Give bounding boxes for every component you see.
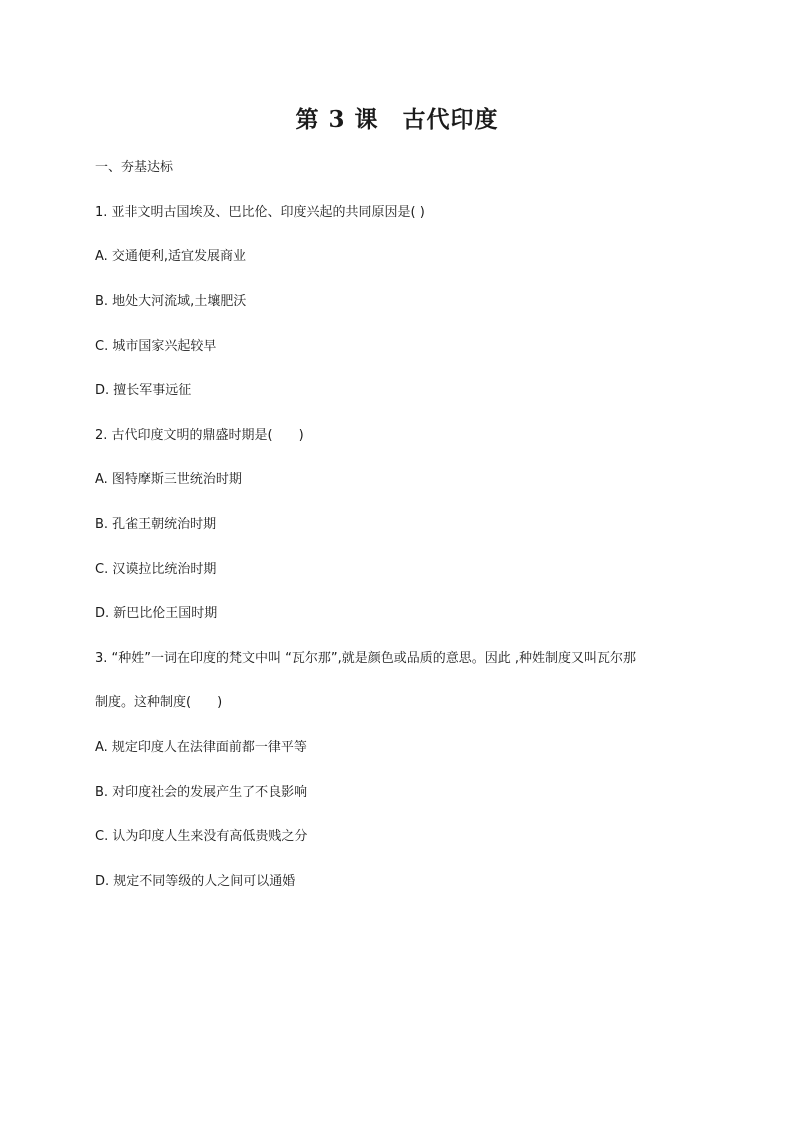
question-1-option-c: C. 城市国家兴起较早 <box>95 339 217 354</box>
question-1-stem: 1. 亚非文明古国埃及、巴比伦、印度兴起的共同原因是( ) <box>95 205 425 220</box>
question-3-option-a: A. 规定印度人在法律面前都一律平等 <box>95 740 307 755</box>
question-3-stem: 3. “种姓”一词在印度的梵文中叫 “瓦尔那”,就是颜色或品质的意思。因此 ,种姓制度又叫瓦尔那 <box>95 651 637 666</box>
question-3-option-b: B. 对印度社会的发展产生了不良影响 <box>95 785 308 800</box>
question-1-option-a: A. 交通便利,适宜发展商业 <box>95 249 247 264</box>
question-2-option-a: A. 图特摩斯三世统治时期 <box>95 472 242 487</box>
question-3-option-d: D. 规定不同等级的人之间可以通婚 <box>95 874 296 889</box>
section-heading: 一、夯基达标 <box>95 160 174 175</box>
question-2-option-c: C. 汉谟拉比统治时期 <box>95 562 217 577</box>
question-2-option-b: B. 孔雀王朝统治时期 <box>95 517 217 532</box>
question-3-option-c: C. 认为印度人生来没有高低贵贱之分 <box>95 829 308 844</box>
question-2-stem: 2. 古代印度文明的鼎盛时期是( ) <box>95 428 304 443</box>
question-1-option-b: B. 地处大河流域,土壤肥沃 <box>95 294 247 309</box>
question-3-stem-continued: 制度。这种制度( ) <box>95 695 223 710</box>
question-1-option-d: D. 擅长军事远征 <box>95 383 192 398</box>
document-title: 第 3 课 古代印度 <box>295 106 499 133</box>
question-2-option-d: D. 新巴比伦王国时期 <box>95 606 218 621</box>
